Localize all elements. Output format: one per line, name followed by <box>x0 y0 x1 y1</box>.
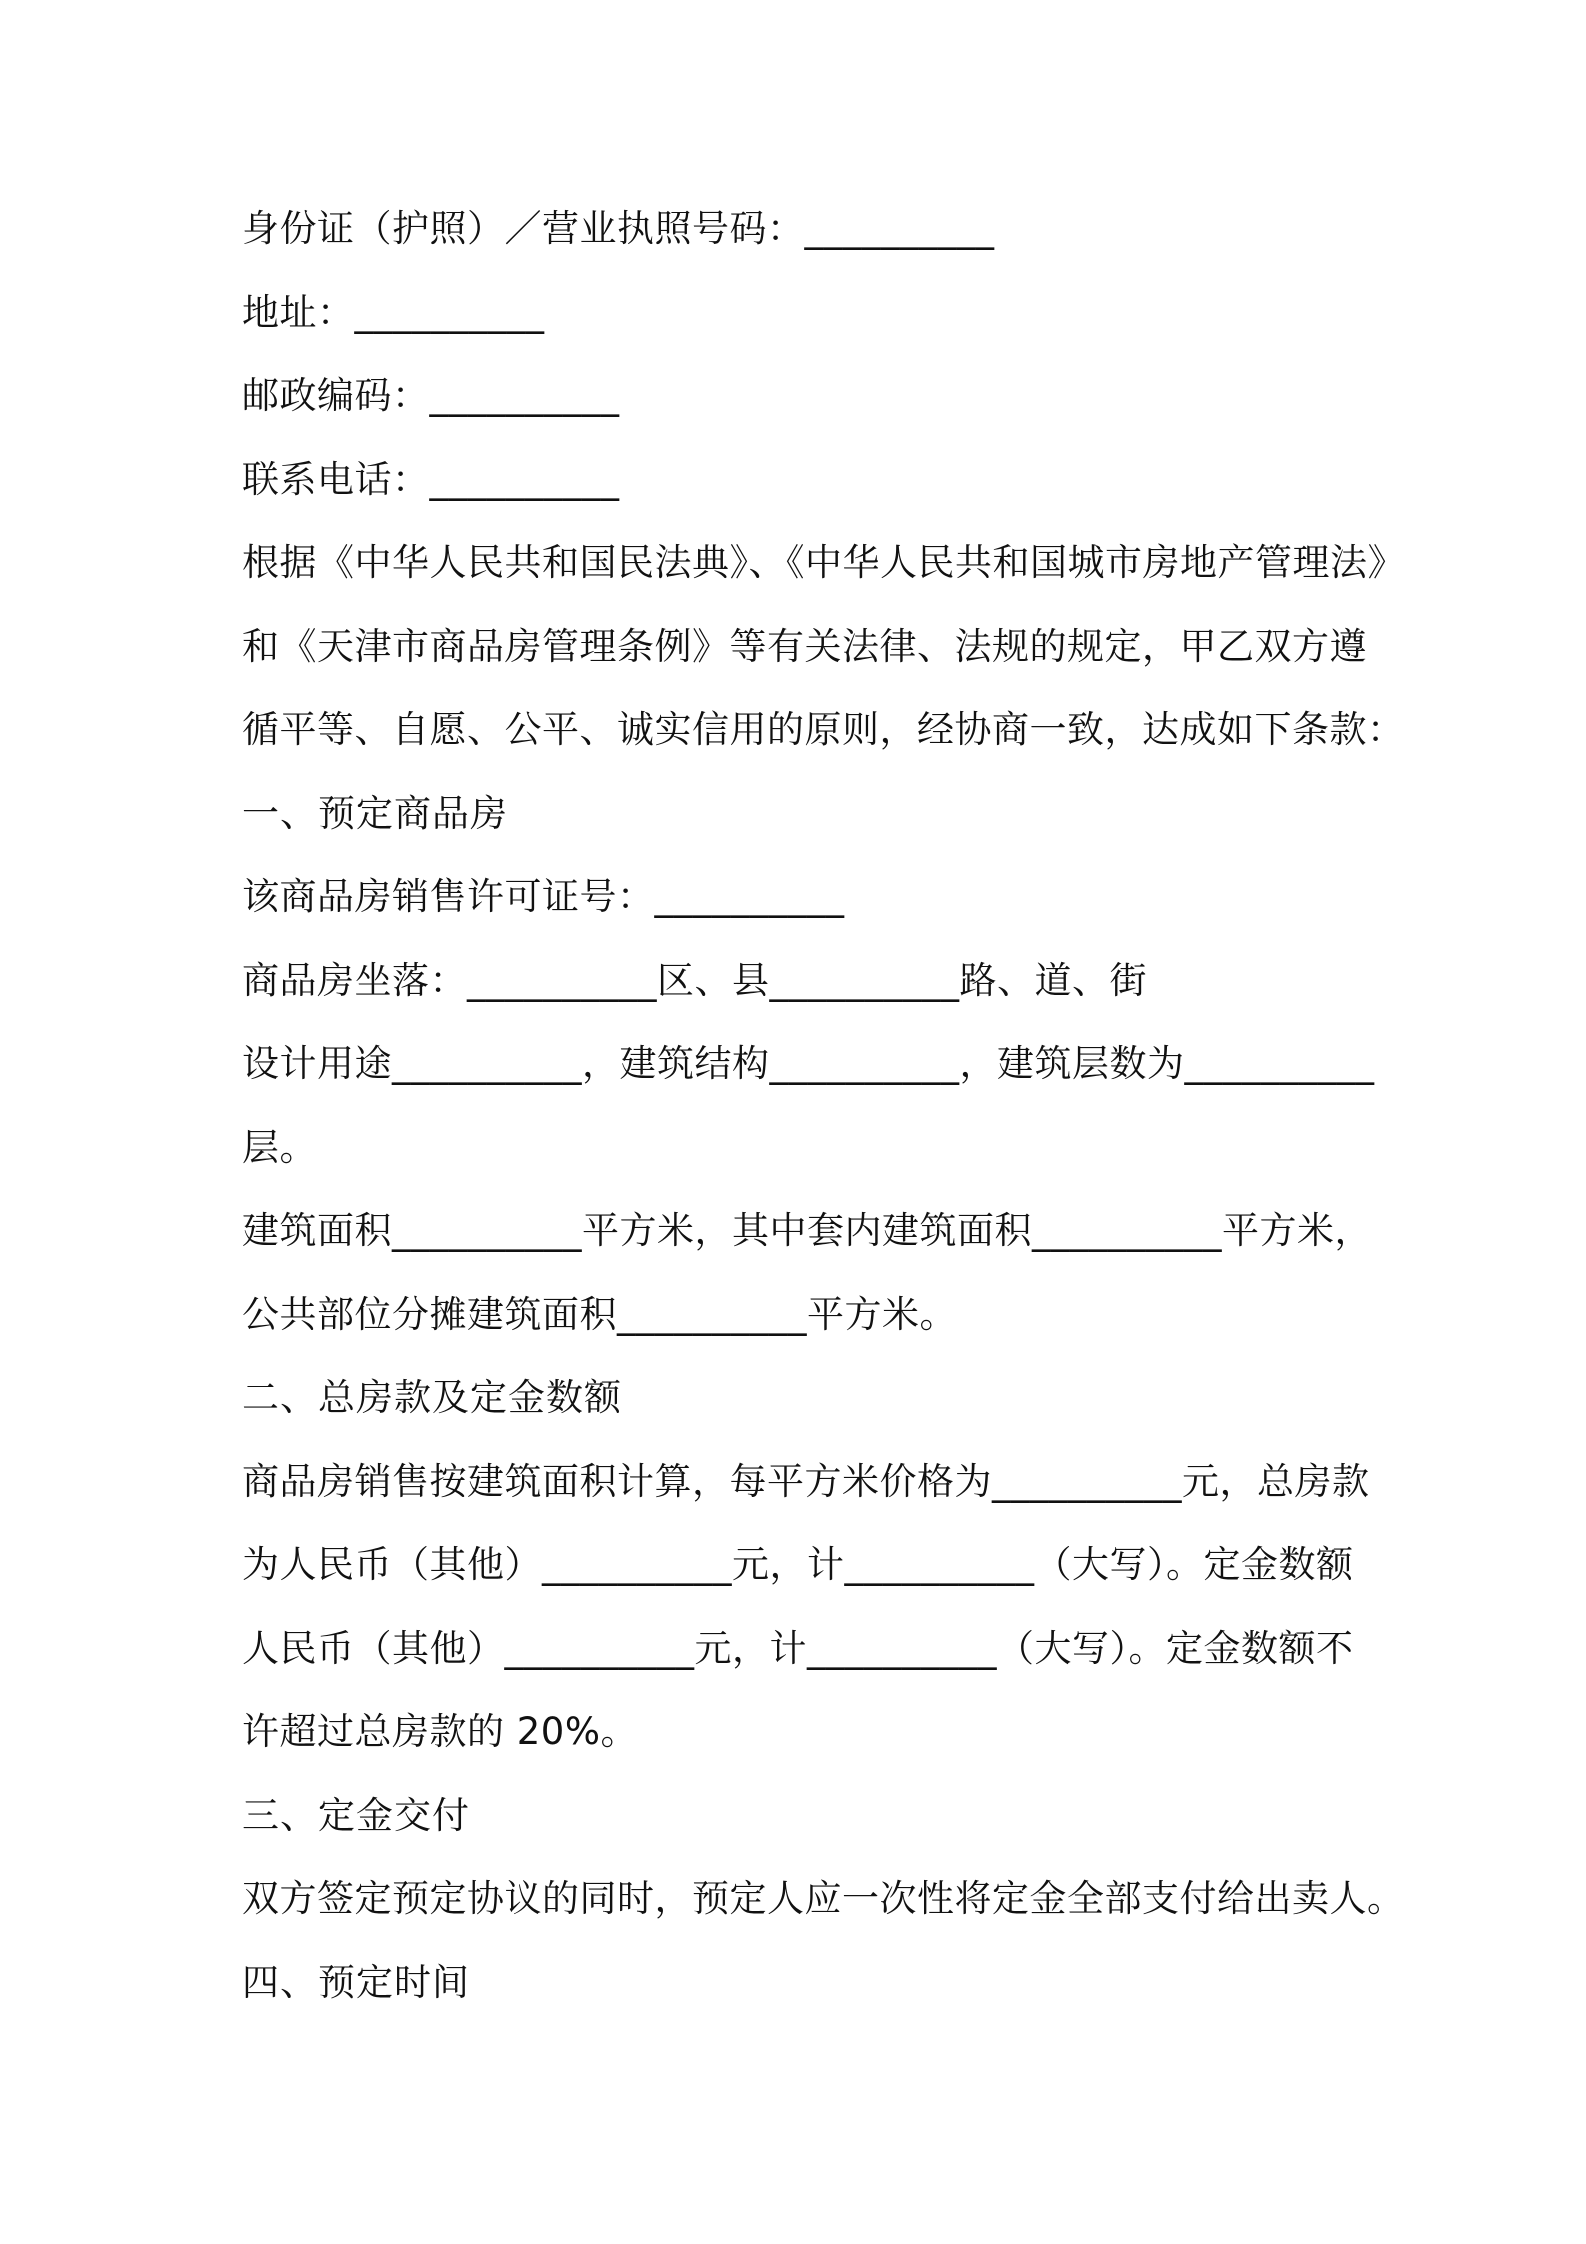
id-number-line: 身份证（护照）／营业执照号码：__________ <box>242 207 995 250</box>
address-line: 地址：__________ <box>242 290 545 334</box>
sales-permit-line: 该商品房销售许可证号：__________ <box>242 875 845 918</box>
legal-basis-line-1: 根据《中华人民共和国民法典》、《中华人民共和国城市房地产管理法》 <box>242 541 1405 584</box>
section-heading-4: 四、预定时间 <box>242 1960 470 2004</box>
property-location-line: 商品房坐落：__________区、县__________路、道、街 <box>242 958 1147 1002</box>
price-line-1: 商品房销售按建筑面积计算，每平方米价格为__________元，总房款 <box>242 1459 1370 1503</box>
deposit-line: 人民币（其他）__________元，计__________（大写）。定金数额不 <box>242 1626 1354 1670</box>
floors-suffix-line: 层。 <box>242 1125 317 1169</box>
building-area-line: 建筑面积__________平方米，其中套内建筑面积__________平方米， <box>242 1209 1372 1252</box>
document-body <box>242 196 1405 2033</box>
section-heading-1: 一、预定商品房 <box>242 791 508 835</box>
phone-line: 联系电话：__________ <box>242 457 620 501</box>
design-use-line: 设计用途__________，建筑结构__________，建筑层数为__________ <box>242 1042 1375 1085</box>
section-heading-2: 二、总房款及定金数额 <box>242 1376 622 1419</box>
price-line-2: 为人民币（其他）__________元，计__________（大写）。定金数额 <box>242 1543 1354 1586</box>
postal-code-line: 邮政编码：__________ <box>242 374 620 417</box>
legal-basis-line-2: 和《天津市商品房管理条例》等有关法律、法规的规定，甲乙双方遵 <box>242 624 1367 668</box>
shared-area-line: 公共部位分摊建筑面积__________平方米。 <box>242 1292 957 1336</box>
section-heading-3: 三、定金交付 <box>242 1793 470 1837</box>
legal-basis-line-3: 循平等、自愿、公平、诚实信用的原则，经协商一致，达成如下条款： <box>242 708 1405 751</box>
deposit-payment-line: 双方签定预定协议的同时，预定人应一次性将定金全部支付给出卖人。 <box>242 1877 1405 1920</box>
deposit-limit-line: 许超过总房款的 20%。 <box>242 1710 638 1753</box>
